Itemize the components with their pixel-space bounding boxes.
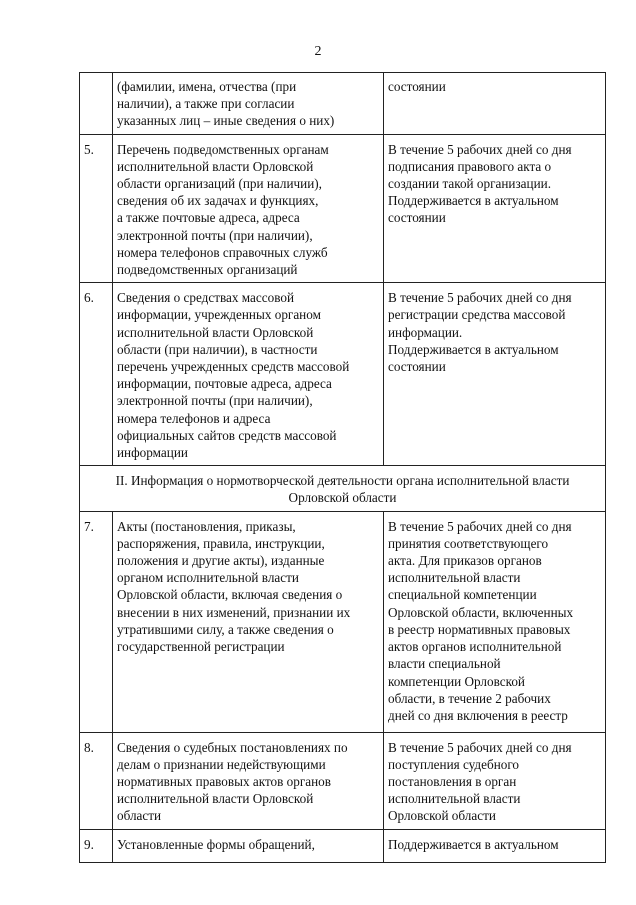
row-term: Поддерживается в актуальном xyxy=(384,829,606,862)
row-description: Сведения о судебных постановлениях по делам о признании недействующими нормативных правовых актов органов исполнительной власти Орловской области xyxy=(113,732,384,829)
row-description: Перечень подведомственных органам исполнительной власти Орловской области организаций (при наличии), сведения об их задачах и функциях, а также почтовые адреса, адреса электронной почты (при наличии), номера телефонов справочных служб подведомственных организаций xyxy=(113,134,384,283)
row-number: 6. xyxy=(80,283,113,466)
table-row xyxy=(80,134,606,283)
table-row xyxy=(80,511,606,732)
section-heading: II. Информация о нормотворческой деятельности органа исполнительной власти Орловской области xyxy=(80,466,606,511)
row-number: 9. xyxy=(80,829,113,862)
table-row xyxy=(80,73,606,135)
row-term: состоянии xyxy=(384,73,606,135)
information-table xyxy=(79,72,606,863)
table-row xyxy=(80,732,606,829)
row-description: Акты (постановления, приказы, распоряжения, правила, инструкции, положения и другие акты), изданные органом исполнительной власти Орловской области, включая сведения о внесении в них изменений, признании их утратившими силу, а также сведения о государственной регистрации xyxy=(113,511,384,732)
table-row xyxy=(80,283,606,466)
page-number: 2 xyxy=(314,44,322,59)
row-description: (фамилии, имена, отчества (при наличии), а также при согласии указанных лиц – иные сведения о них) xyxy=(113,73,384,135)
row-description: Установленные формы обращений, xyxy=(113,829,384,862)
row-description: Сведения о средствах массовой информации, учрежденных органом исполнительной власти Орловской области (при наличии), в частности перечень учрежденных средств массовой информации, почтовые адреса, адреса электронной почты (при наличии), номера телефонов и адреса официальных сайтов средств массовой информации xyxy=(113,283,384,466)
row-number xyxy=(80,73,113,135)
row-term: В течение 5 рабочих дней со дня поступления судебного постановления в орган исполнительной власти Орловской области xyxy=(384,732,606,829)
row-term: В течение 5 рабочих дней со дня подписания правового акта о создании такой организации. Поддерживается в актуальном состоянии xyxy=(384,134,606,283)
row-term: В течение 5 рабочих дней со дня принятия соответствующего акта. Для приказов органов исполнительной власти специальной компетенции Орловской области, включенных в реестр нормативных правовых актов органов исполнительной власти специальной компетенции Орловской области, в течение 2 рабочих дней со дня включения в реестр xyxy=(384,511,606,732)
row-number: 8. xyxy=(80,732,113,829)
row-number: 7. xyxy=(80,511,113,732)
table-row xyxy=(80,829,606,862)
row-term: В течение 5 рабочих дней со дня регистрации средства массовой информации. Поддерживается в актуальном состоянии xyxy=(384,283,606,466)
row-number: 5. xyxy=(80,134,113,283)
section-header-row xyxy=(80,466,606,511)
